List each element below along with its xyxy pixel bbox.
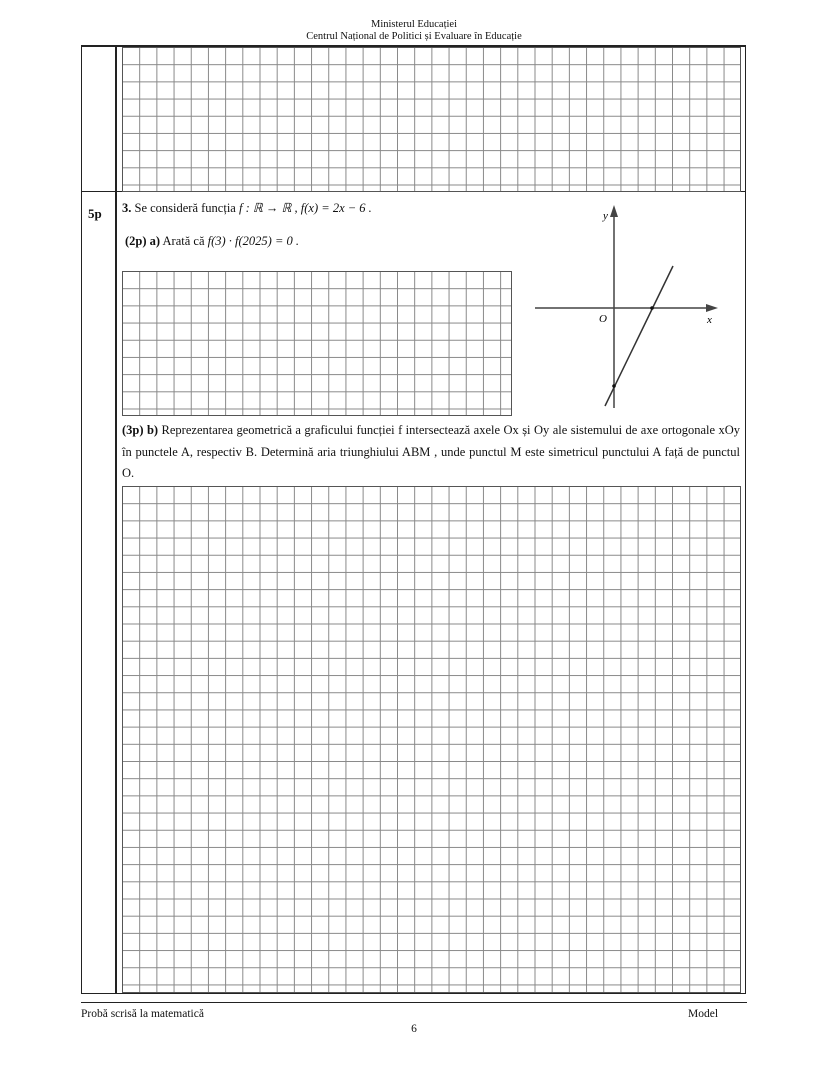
- question-number: 3.: [122, 201, 132, 215]
- header-center: Centrul Național de Politici și Evaluare în Educație: [306, 31, 522, 42]
- header-ministry: Ministerul Educației: [370, 19, 458, 30]
- y-label: y: [603, 210, 608, 222]
- statement-text: Se consideră funcția: [134, 201, 236, 215]
- part-b-text: Reprezentarea geometrică a graficului funcției f intersectează axele Ox și Oy ale sistemului de axe ortogonale xOy în punctele A, respectiv B. Determină aria triunghiului ABM , unde punctul M este simetricul punctului A față de punctul O.: [122, 423, 740, 480]
- table-right-border: [745, 45, 746, 994]
- table-left-border: [81, 45, 82, 994]
- x-label: x: [707, 314, 712, 326]
- x-axis-arrow-icon: [706, 304, 718, 312]
- answer-grid-previous[interactable]: [122, 47, 741, 192]
- y-axis-arrow-icon: [610, 205, 618, 217]
- part-a-text: Arată că: [162, 234, 205, 248]
- part-b-points: (3p) b): [122, 423, 159, 437]
- point-b: [612, 384, 616, 388]
- function-graph: [520, 195, 740, 420]
- part-a: [125, 234, 299, 248]
- question-statement: [122, 201, 372, 215]
- question-points: 5p: [88, 206, 102, 221]
- answer-grid-part-b[interactable]: [122, 486, 741, 993]
- point-a: [650, 306, 654, 310]
- part-a-formula: f(3) · f(2025) = 0 .: [207, 234, 300, 248]
- footer-divider: [81, 1002, 747, 1003]
- page-number: 6: [411, 1023, 417, 1035]
- answer-grid-part-a[interactable]: [122, 271, 512, 416]
- function-definition: f : ℝ → ℝ , f(x) = 2x − 6 .: [238, 201, 372, 215]
- footer-left: Probă scrisă la matematică: [81, 1008, 204, 1020]
- part-a-points: (2p) a): [125, 234, 161, 248]
- origin-label: O: [599, 313, 607, 325]
- table-column-divider: [115, 45, 117, 994]
- footer-right: Model: [688, 1008, 719, 1020]
- table-bottom-border: [81, 993, 746, 994]
- part-b: [122, 420, 740, 485]
